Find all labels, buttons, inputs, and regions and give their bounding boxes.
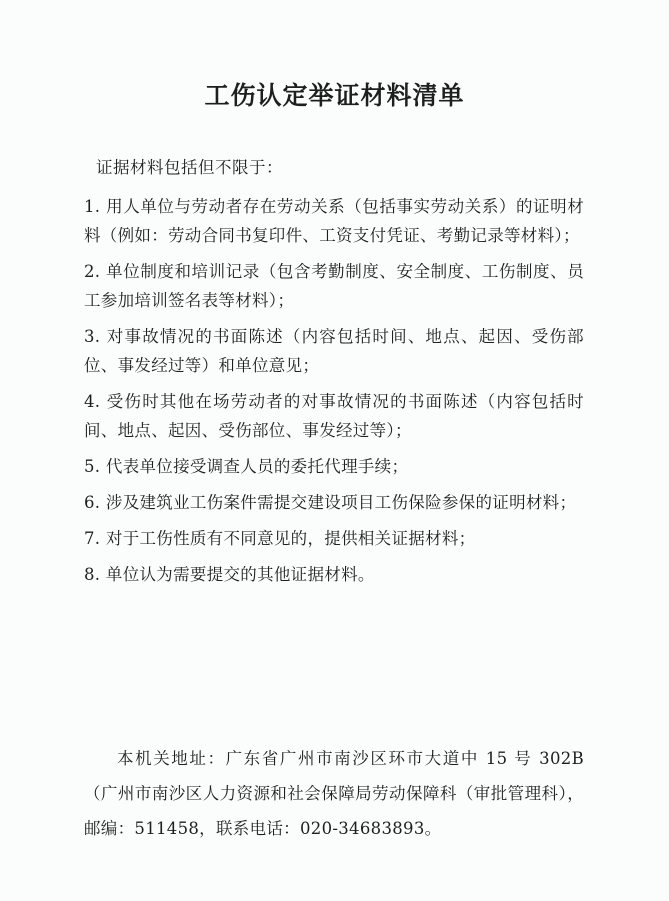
evidence-list (84, 192, 584, 596)
list-item: 7. 对于工伤性质有不同意见的，提供相关证据材料； (84, 529, 476, 548)
list-item: 5. 代表单位接受调查人员的委托代理手续； (84, 457, 409, 476)
list-item: 2. 单位制度和培训记录（包含考勤制度、安全制度、工伤制度、员工参加培训签名表等材料）； (84, 262, 584, 310)
intro-text: 证据材料包括但不限于： (96, 158, 283, 177)
document-title: 工伤认定举证材料清单 (204, 81, 465, 110)
list-item: 8. 单位认为需要提交的其他证据材料。 (84, 565, 375, 584)
list-item: 4. 受伤时其他在场劳动者的对事故情况的书面陈述（内容包括时间、地点、起因、受伤部位、事发经过等）； (84, 392, 584, 440)
list-item: 3. 对事故情况的书面陈述（内容包括时间、地点、起因、受伤部位、事发经过等）和单位意见； (84, 327, 584, 375)
office-address: 本机关地址：广东省广州市南沙区环市大道中 15 号 302B（广州市南沙区人力资源和社会保障局劳动保障科（审批管理科），邮编：511458，联系电话：020-34683893。 (84, 748, 584, 838)
list-item: 6. 涉及建筑业工伤案件需提交建设项目工伤保险参保的证明材料； (84, 493, 577, 512)
list-item: 1. 用人单位与劳动者存在劳动关系（包括事实劳动关系）的证明材料（例如：劳动合同书复印件、工资支付凭证、考勤记录等材料）； (84, 197, 584, 245)
